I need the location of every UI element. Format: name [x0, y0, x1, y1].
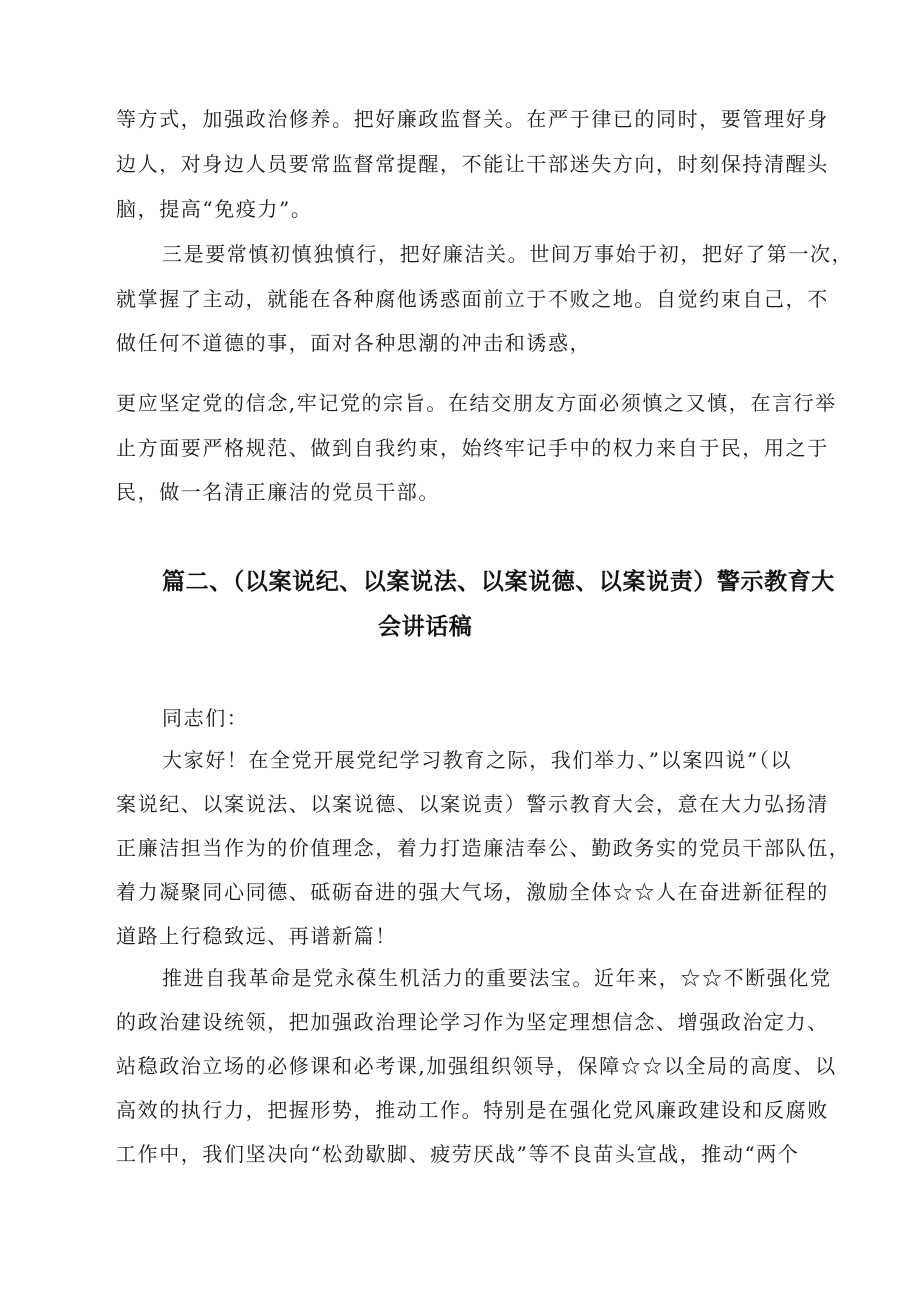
para4-line-2: 案说纪、以案说法、以案说德、以案说责）警示教育大会，意在大力弘扬清	[116, 792, 829, 816]
para4-line-1: 大家好！在全党开展党纪学习教育之际，我们举力、”以案四说”（以	[162, 748, 793, 772]
para2-line-3: 做任何不道德的事，面对各种思潮的冲击和诱惑，	[116, 331, 592, 355]
section-heading-line-2: 会讲话稿	[378, 614, 473, 640]
para3-line-2: 止方面要严格规范、做到自我约束，始终牢记手中的权力来自于民，用之于	[116, 436, 829, 460]
para3-line-1: 更应坚定党的信念,牢记党的宗旨。在结交朋友方面必须慎之又慎，在言行举	[116, 391, 837, 415]
para5-line-1: 推进自我革命是党永葆生机活力的重要法宝。近年来，☆☆不断强化党	[162, 966, 832, 990]
para5-line-2: 的政治建设统领，把加强政治理论学习作为坚定理想信念、增强政治定力、	[116, 1010, 829, 1034]
salutation: 同志们：	[162, 706, 249, 730]
para4-line-5: 道路上行稳致远、再谱新篇！	[116, 924, 397, 948]
para4-line-3: 正廉洁担当作为的价值理念，着力打造廉洁奉公、勤政务实的党员干部队伍，	[116, 836, 851, 860]
para5-line-3: 站稳政治立场的必修课和必考课,加强组织领导，保障☆☆以全局的高度、以	[116, 1054, 837, 1078]
para2-line-1: 三是要常慎初慎独慎行，把好廉洁关。世间万事始于初，把好了第一次，	[162, 242, 854, 266]
para2-line-2: 就掌握了主动，就能在各种腐他诱惑面前立于不败之地。自觉约束自己，不	[116, 287, 829, 311]
para1-line-3: 脑，提高“免疫力”。	[116, 197, 313, 221]
para5-line-5: 工作中，我们坚决向“松劲歇脚、疲劳厌战”等不良苗头宣战，推动“两个	[116, 1142, 800, 1166]
para1-line-2: 边人，对身边人员要常监督常提醒，不能让干部迷失方向，时刻保持清醒头	[116, 152, 829, 176]
para1-line-1: 等方式，加强政治修养。把好廉政监督关。在严于律已的同时，要管理好身	[116, 107, 829, 131]
para5-line-4: 高效的执行力，把握形势，推动工作。特别是在强化党风廉政建设和反腐败	[116, 1098, 829, 1122]
para4-line-4: 着力凝聚同心同德、砥砺奋进的强大气场，激励全体☆☆人在奋进新征程的	[116, 880, 829, 904]
section-heading-line-1: 篇二、（以案说纪、以案说法、以案说德、以案说责）警示教育大	[162, 569, 835, 595]
para3-line-3: 民，做一名清正廉洁的党员干部。	[116, 480, 440, 504]
